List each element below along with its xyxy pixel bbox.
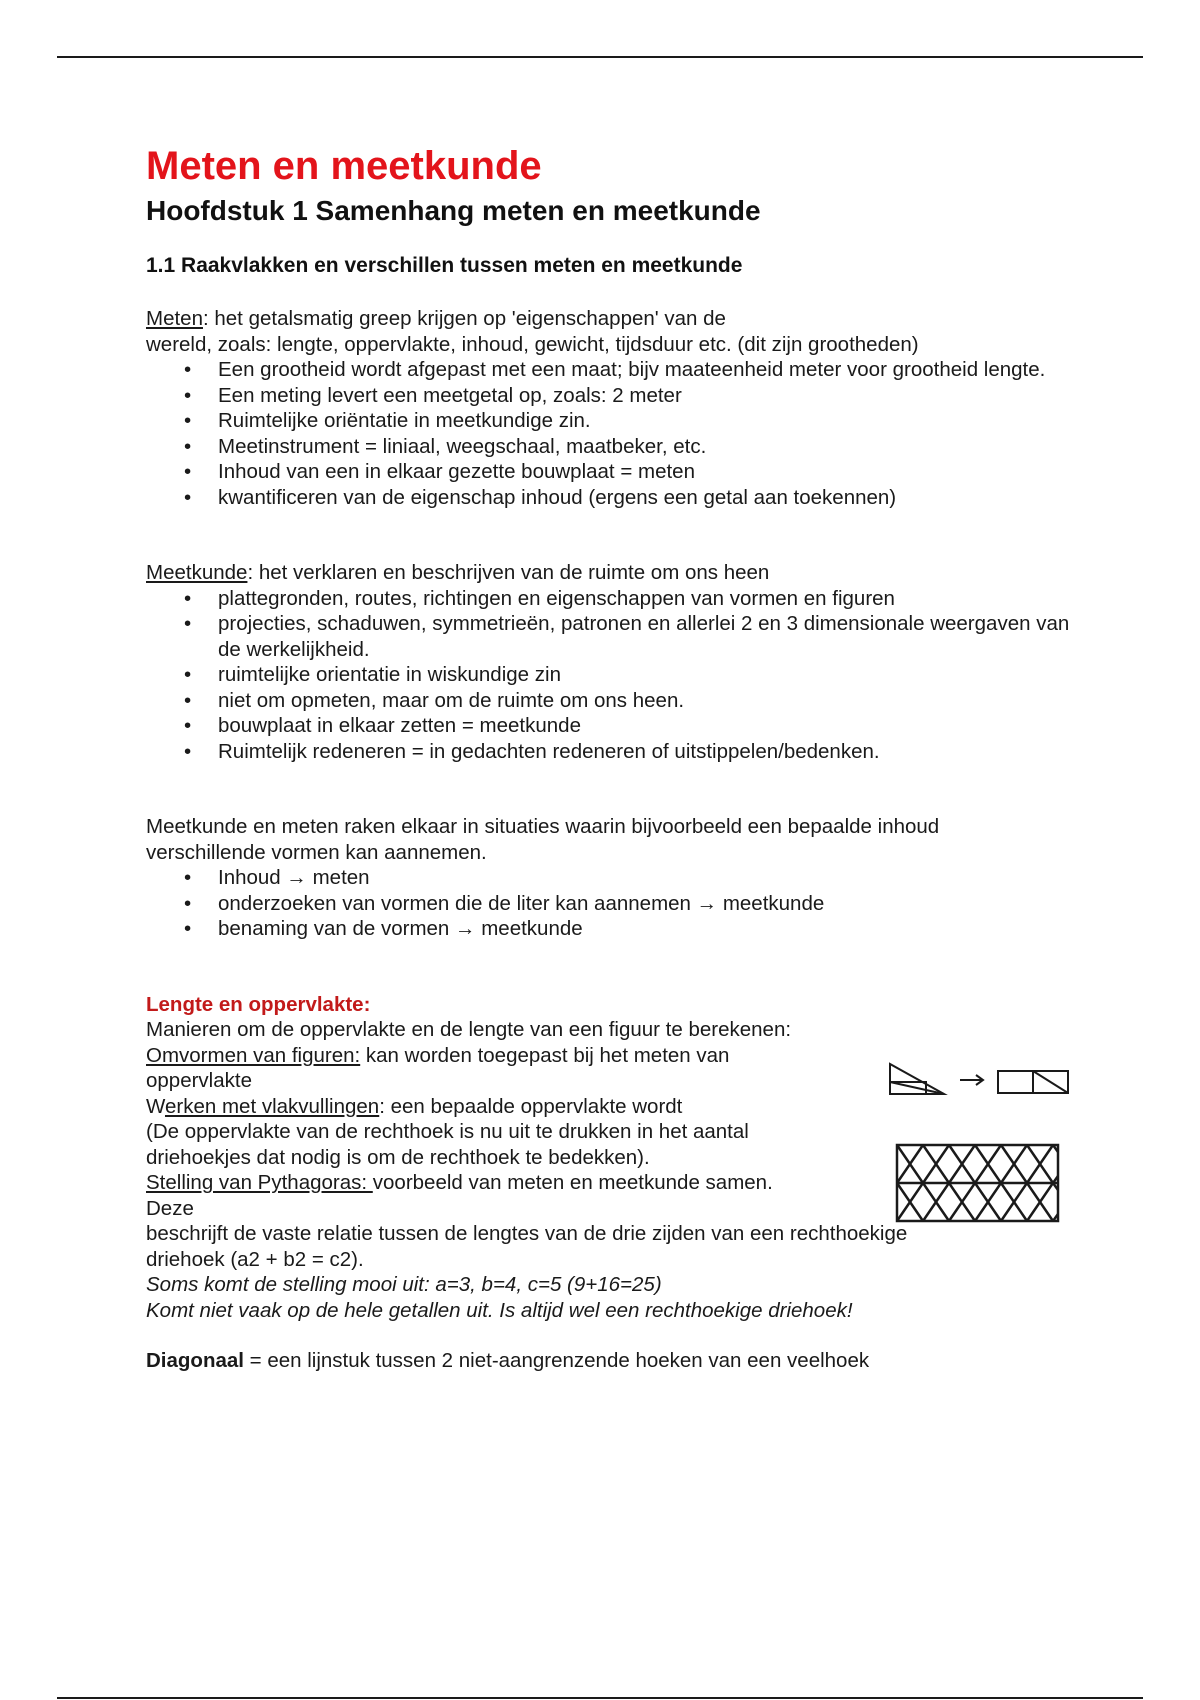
pyth-line-2: Deze — [146, 1196, 194, 1220]
list-item: • ruimtelijke orientatie in wiskundige zin — [218, 662, 1076, 688]
list-item: • Ruimtelijke oriëntatie in meetkundige zin. — [218, 408, 1076, 434]
list-item: • kwantificeren van de eigenschap inhoud (ergens een getal aan toekennen) — [218, 485, 1076, 511]
vlakvulling-figure — [895, 1143, 1060, 1223]
list-item: • Inhoud → meten — [218, 865, 1076, 891]
samen-list — [146, 865, 1076, 942]
doc-title: Meten en meetkunde — [146, 144, 542, 188]
pyth-note: Komt niet vaak op de hele getallen uit. Is altijd wel een rechthoekige driehoek! — [146, 1298, 853, 1322]
arrow-right-icon — [960, 1075, 983, 1085]
meetkunde-term: Meetkunde — [146, 561, 248, 584]
rectangle-split-lines — [1033, 1071, 1068, 1093]
list-item: • benaming van de vormen → meetkunde — [218, 916, 1076, 942]
samen-text-cont: verschillende vormen kan aannemen. — [146, 840, 487, 864]
omvormen-term: Omvormen van figuren: — [146, 1043, 361, 1067]
meten-list — [146, 357, 1076, 510]
omvormen-line: Omvormen van figuren: kan worden toegepast bij het meten van — [146, 1043, 730, 1067]
list-item: • Een meting levert een meetgetal op, zoals: 2 meter — [218, 383, 1076, 409]
meetkunde-definition: Meetkunde: het verklaren en beschrijven van de ruimte om ons heen — [146, 561, 770, 584]
meten-definition-cont: wereld, zoals: lengte, oppervlakte, inhoud, gewicht, tijdsduur etc. (dit zijn grootheden) — [146, 332, 919, 356]
werken-line-3: driehoekjes dat nodig is om de rechthoek te bedekken). — [146, 1145, 650, 1169]
werken-line: Werken met vlakvullingen: een bepaalde oppervlakte wordt — [146, 1094, 683, 1118]
meten-definition: Meten: het getalsmatig greep krijgen op 'eigenschappen' van de — [146, 307, 726, 330]
list-item: • bouwplaat in elkaar zetten = meetkunde — [218, 713, 1076, 739]
pyth-line-4: driehoek (a2 + b2 = c2). — [146, 1247, 364, 1271]
list-item: • Meetinstrument = liniaal, weegschaal, maatbeker, etc. — [218, 434, 1076, 460]
list-item: • onderzoeken van vormen die de liter kan aannemen → meetkunde — [218, 891, 1076, 917]
bottom-rule — [57, 1697, 1143, 1699]
top-rule — [57, 56, 1143, 58]
diagonaal-line: Diagonaal = een lijnstuk tussen 2 niet-aangrenzende hoeken van een veelhoek — [146, 1349, 870, 1372]
pyth-line: Stelling van Pythagoras: voorbeeld van meten en meetkunde samen. — [146, 1171, 773, 1194]
triangle-diagonal — [890, 1082, 944, 1094]
omvormen-line-cont: oppervlakte — [146, 1069, 252, 1092]
list-item: • Ruimtelijk redeneren = in gedachten redeneren of uitstippelen/bedenken. — [218, 739, 1076, 765]
pyth-example: Soms komt de stelling mooi uit: a=3, b=4, c=5 (9+16=25) — [146, 1273, 662, 1296]
meetkunde-block — [146, 560, 1076, 764]
omvormen-figure — [888, 1060, 1070, 1100]
meten-term: Meten — [146, 307, 203, 330]
diagonaal-term: Diagonaal — [146, 1349, 244, 1372]
werken-term: erken met vlakvullingen — [164, 1094, 380, 1118]
list-item: • plattegronden, routes, richtingen en eigenschappen van vormen en figuren — [218, 586, 1076, 612]
samen-block — [146, 814, 1076, 942]
list-item: • projecties, schaduwen, symmetrieën, patronen en allerlei 2 en 3 dimensionale weergaven van de werkelijkheid. — [218, 611, 1076, 662]
meetkunde-list — [146, 586, 1076, 765]
section-heading: 1.1 Raakvlakken en verschillen tussen meten en meetkunde — [146, 254, 743, 277]
list-item: • niet om opmeten, maar om de ruimte om ons heen. — [218, 688, 1076, 714]
samen-text: Meetkunde en meten raken elkaar in situaties waarin bijvoorbeeld een bepaalde inhoud — [146, 815, 940, 838]
chapter-heading: Hoofdstuk 1 Samenhang meten en meetkunde — [146, 195, 761, 226]
lengte-heading: Lengte en oppervlakte: — [146, 992, 371, 1016]
meten-block — [146, 306, 1076, 510]
pyth-line-3: beschrijft de vaste relatie tussen de lengtes van de drie zijden van een rechthoekige — [146, 1222, 908, 1245]
lengte-intro: Manieren om de oppervlakte en de lengte van een figuur te berekenen: — [146, 1018, 792, 1041]
list-item: • Een grootheid wordt afgepast met een maat; bijv maateenheid meter voor grootheid lengte. — [218, 357, 1076, 383]
triangle-shape — [890, 1064, 944, 1094]
pyth-term: Stelling van Pythagoras: — [146, 1171, 373, 1194]
werken-line-2: (De oppervlakte van de rechthoek is nu uit te drukken in het aantal — [146, 1120, 749, 1143]
list-item: • Inhoud van een in elkaar gezette bouwplaat = meten — [218, 459, 1076, 485]
